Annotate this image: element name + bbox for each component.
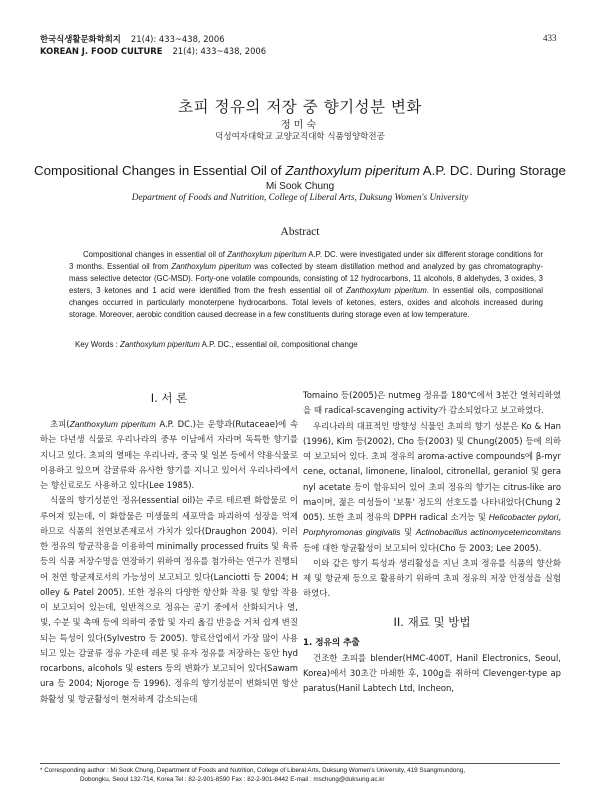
species-p-gingivalis: Porphyromonas gingivalis — [303, 527, 401, 538]
title-english — [0, 163, 600, 178]
right-paragraph-4: 건조한 초피를 blender(HMC-400T, Hanil Electronics, Seoul, Korea)에서 30초간 마쇄한 후, 100g을 취하여 Clevenger-type apparatus(Hanil Labtech Ltd, Incheon, — [303, 652, 561, 694]
footnote-line-1: * Corresponding author : Mi Sook Chung, Department of Foods and Nutrition, College of Liberal Arts, Duksung Women's University, 419 Ssangmundong, — [40, 767, 466, 774]
journal-name-en: KOREAN J. FOOD CULTURE — [40, 46, 163, 56]
journal-citation-en: 21(4): 433~438, 2006 — [172, 46, 267, 56]
title-english-part1: Compositional Changes in Essential Oil of — [34, 163, 286, 178]
intro-paragraph-2: 식물의 향기성분인 정유(essential oil)는 주로 테르펜 화합물로 이루어져 있는데, 이 화합물은 미생물의 세포막을 파괴하여 성장을 억제하므로 식품의 천연보존제로서 가치가 있다(Draughon 2004). 이러한 정유의 항균작용을 이용하여 minimally processed fruits 및 육류 등의 식품 저장수명을 연장하기 위하여 정유를 첨가하는 연구가 진행되어 천연 항균제로서의 가능성이 보고되고 있다(Lanciotti 등 2004; Holley & Patel 2005). 또한 정유의 다양한 항산화 작용 및 항암 작용이 보고되어 있는데, 일반적으로 정유는 공기 중에서 산화되거나 열, 빛, 수분 및 촉매 등에 의하여 중합 및 자리 옮김 반응을 거쳐 쉽게 변질되는 특성이 있다(Sylvestro 등 2005). 향료산업에서 가장 많이 사용되고 있는 감귤류 정유 가운데 레몬 및 유자 정유를 저장하는 동안 hydrocarbons, alcohols 및 esters 등의 변화가 보고되어 있다(Sawamura 등 2004; Njoroge 등 1996). 정유의 향기성분이 변화되면 항산화활성 및 항균활성이 현저하게 감소되는데 — [40, 495, 298, 704]
affiliation-english: Department of Foods and Nutrition, College of Liberal Arts, Duksung Women's University — [131, 193, 469, 203]
author-korean: 정미숙 — [281, 120, 319, 131]
abstract-heading: Abstract — [280, 226, 320, 238]
abstract-text-2: A.P. DC. were investigated under six different storage conditions for 3 months. Essential oil from — [69, 250, 543, 271]
keywords — [75, 339, 535, 351]
abstract-text-4: . In essential oils, compositional changes occurred in particularly monoterpene hydrocarbons. Total levels of ketones, esters, oxides and alcohols increased during storage. Moreover, aerobic condition caused decrease in a few constituents during storage even at low temperature. — [69, 285, 543, 319]
right-text-2b: , — [558, 512, 562, 522]
right-text-2a: 우리나라의 대표적인 방향성 식물인 초피의 향기 성분은 Ko & Han(1996), Kim 등(2002), Cho 등(2003) 및 Chung(2005) 등에 의하여 보고되어 있다. 초피 정유의 aroma-active compounds에 β-myrcene, octanal, limonene, linalool, citronellal, geraniol 및 geranyl acetate 등이 함유되어 있어 초피 정유의 향기는 citrus-like aroma이며, 젊은 여성들이 '보통' 정도의 선호도를 나타내었다(Chung 2005). 또한 초피 정유의 DPPH radical 소거능 및 — [303, 420, 561, 522]
intro-text-1b: A.P. DC.)는 운향과(Rutaceae)에 속하는 다년생 식물로 우리나라의 중부 이남에서 자라며 독특한 향기를 지니고 있다. 초피의 열매는 우리나라, 중국 및 일본 등에서 약용식물로 이용하고 있으며 감귤류와 유사한 향기를 지니고 있어서 우리나라에서는 향신료로도 사용하고 있다(Lee 1985). — [40, 419, 298, 490]
journal-header — [40, 33, 266, 57]
journal-header-ko — [40, 33, 266, 45]
section-heading-methods: II. 재료 및 방법 — [393, 614, 471, 629]
footnote — [40, 766, 564, 784]
journal-header-en — [40, 45, 266, 57]
species-h-pylori: Helicobacter pylori — [488, 512, 559, 522]
section-heading-introduction: I. 서 론 — [150, 391, 188, 405]
page-number: 433 — [543, 33, 557, 43]
author-english: Mi Sook Chung — [265, 181, 335, 192]
title-english-part2: A.P. DC. During Storage — [419, 163, 566, 178]
abstract-body — [69, 249, 543, 320]
right-text-2c: 및 — [400, 527, 416, 538]
right-paragraph-2 — [303, 419, 561, 556]
title-korean: 초피 정유의 저장 중 향기성분 변화 — [178, 98, 422, 116]
footnote-line-2: Dobongku, Seoul 132-714, Korea Tel : 82-2-901-8590 Fax : 82-2-901-8442 E-mail : mschung@duksung.ac.kr — [80, 776, 385, 783]
abstract-species-1: Zanthoxylum piperitum — [227, 250, 307, 259]
journal-citation-ko: 21(4): 433~438, 2006 — [130, 34, 225, 44]
subsection-heading-extraction: 1. 정유의 추출 — [303, 637, 360, 648]
abstract-species-3: Zanthoxylum piperitum — [346, 285, 427, 295]
right-paragraph-3: 이와 같은 향기 특성과 생리활성을 지닌 초피 정유를 식품의 향산화제 및 항균제 등으로 활용하기 위하여 초피 정유의 저장 안정성을 실험하였다. — [303, 557, 561, 599]
intro-species: Zanthoxylum piperitum — [69, 419, 156, 429]
title-english-species: Zanthoxylum piperitum — [285, 163, 420, 178]
affiliation-korean: 덕성여자대학교 교양교직대학 식품영양학전공 — [215, 132, 385, 142]
right-paragraph-1: Tomaino 등(2005)은 nutmeg 정유를 180℃에서 3분간 열처리하였을 때 radical-scavenging activity가 감소되었다고 보고하였다. — [303, 390, 561, 416]
abstract-text-1: Compositional changes in essential oil of — [83, 250, 228, 259]
intro-text-1a: 초피( — [50, 419, 70, 429]
abstract-text-3: was collected by steam distillation method and analyzed by gas chromatography-mass selective detector (GC-MSD). Forty-one volatile compounds, consisting of 12 hydrocarbons, 11 alcohols, 8 aldehydes, 3 oxides, 3 esters, 3 ketones and 1 acid were identified from the fresh essential oil of — [69, 261, 543, 295]
right-text-2d: 등에 대한 항균활성이 보고되어 있다(Cho 등 2003; Lee 2005). — [303, 542, 542, 553]
species-a-actinomycetemcomitans: Actinobacillus actinomycetemcomitans — [415, 527, 561, 538]
footnote-divider — [40, 763, 560, 764]
journal-name-ko: 한국식생활문화학회지 — [40, 34, 121, 44]
right-column — [303, 388, 561, 697]
abstract-species-2: Zanthoxylum piperitum — [171, 261, 252, 271]
left-column — [40, 388, 298, 707]
keywords-label: Key Words : — [75, 340, 121, 349]
keywords-species: Zanthoxylum piperitum — [120, 340, 200, 349]
keywords-list: A.P. DC., essential oil, compositional change — [199, 340, 358, 349]
intro-paragraph-1 — [40, 417, 298, 493]
